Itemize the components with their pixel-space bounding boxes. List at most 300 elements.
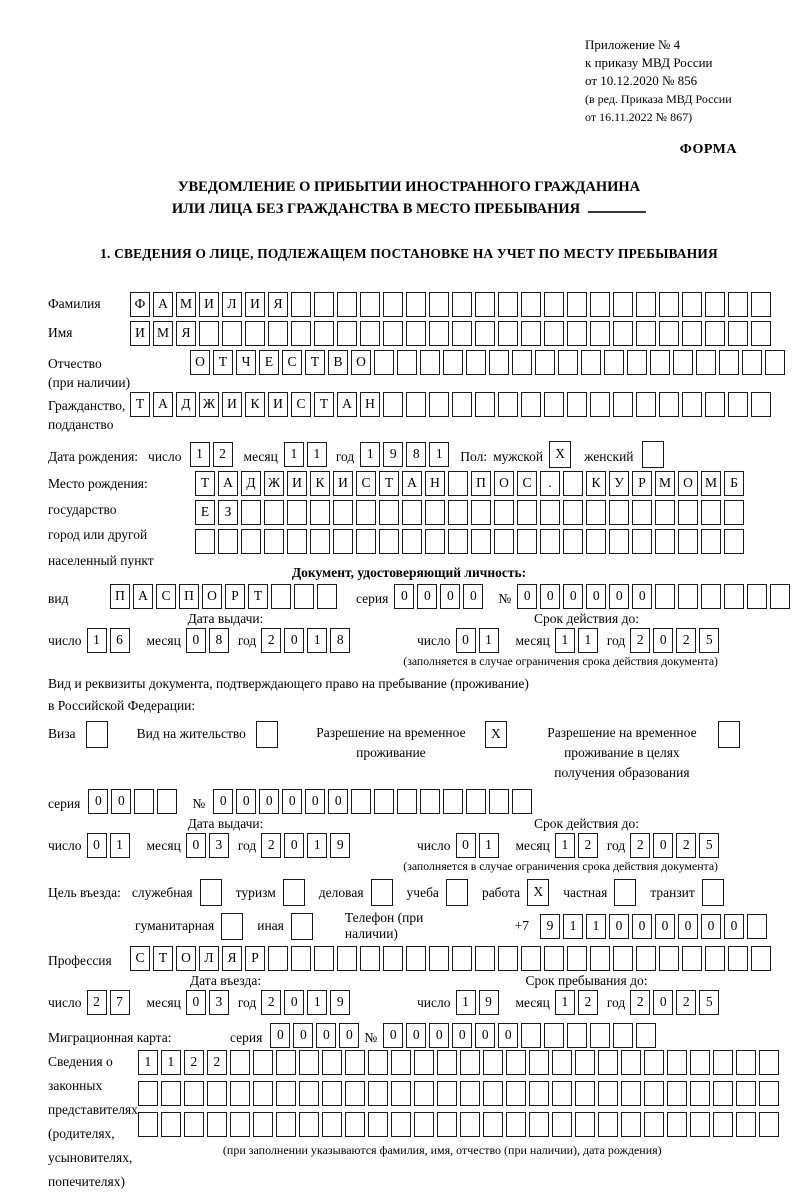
char-cell[interactable] — [747, 584, 767, 609]
char-cell[interactable]: 1 — [479, 833, 499, 858]
char-cell[interactable]: 5 — [699, 833, 719, 858]
char-cell[interactable]: X — [549, 441, 571, 468]
char-cell[interactable] — [200, 879, 222, 906]
char-cell[interactable] — [161, 1081, 181, 1106]
char-cell[interactable] — [397, 789, 417, 814]
char-cell[interactable] — [521, 946, 541, 971]
char-cell[interactable] — [621, 1112, 641, 1137]
char-cell[interactable] — [322, 1050, 342, 1075]
char-cell[interactable] — [655, 584, 675, 609]
char-cell[interactable] — [613, 946, 633, 971]
char-cell[interactable]: 0 — [632, 584, 652, 609]
char-cell[interactable]: 1 — [87, 628, 107, 653]
char-cell[interactable] — [466, 350, 486, 375]
char-cell[interactable] — [650, 350, 670, 375]
char-cell[interactable]: X — [485, 721, 507, 748]
char-cell[interactable] — [558, 350, 578, 375]
char-cell[interactable] — [751, 946, 771, 971]
char-cell[interactable]: 0 — [284, 628, 304, 653]
char-cell[interactable]: 2 — [578, 833, 598, 858]
char-cell[interactable]: 3 — [209, 833, 229, 858]
char-cell[interactable]: Р — [245, 946, 265, 971]
char-cell[interactable] — [452, 292, 472, 317]
char-cell[interactable] — [563, 500, 583, 525]
char-cell[interactable]: 1 — [563, 914, 583, 939]
char-cell[interactable] — [728, 321, 748, 346]
char-cell[interactable]: 9 — [479, 990, 499, 1015]
char-cell[interactable] — [425, 500, 445, 525]
char-cell[interactable]: О — [176, 946, 196, 971]
char-cell[interactable] — [696, 350, 716, 375]
char-cell[interactable]: М — [176, 292, 196, 317]
char-cell[interactable]: З — [218, 500, 238, 525]
char-cell[interactable] — [429, 292, 449, 317]
char-cell[interactable] — [736, 1081, 756, 1106]
char-cell[interactable] — [406, 292, 426, 317]
char-cell[interactable] — [471, 529, 491, 554]
char-cell[interactable] — [406, 946, 426, 971]
char-cell[interactable] — [291, 946, 311, 971]
char-cell[interactable]: 0 — [236, 789, 256, 814]
char-cell[interactable] — [446, 879, 468, 906]
char-cell[interactable] — [466, 789, 486, 814]
char-cell[interactable] — [489, 350, 509, 375]
char-cell[interactable]: 1 — [555, 628, 575, 653]
char-cell[interactable]: А — [402, 471, 422, 496]
char-cell[interactable]: 0 — [475, 1023, 495, 1048]
char-cell[interactable] — [590, 392, 610, 417]
char-cell[interactable]: П — [179, 584, 199, 609]
char-cell[interactable]: 1 — [578, 628, 598, 653]
char-cell[interactable] — [184, 1112, 204, 1137]
char-cell[interactable] — [521, 392, 541, 417]
char-cell[interactable]: 2 — [676, 628, 696, 653]
char-cell[interactable] — [632, 529, 652, 554]
char-cell[interactable]: 0 — [609, 584, 629, 609]
char-cell[interactable]: 0 — [87, 833, 107, 858]
char-cell[interactable] — [724, 500, 744, 525]
char-cell[interactable] — [713, 1081, 733, 1106]
char-cell[interactable]: 0 — [586, 584, 606, 609]
char-cell[interactable] — [337, 946, 357, 971]
char-cell[interactable]: Е — [195, 500, 215, 525]
char-cell[interactable]: И — [287, 471, 307, 496]
char-cell[interactable] — [598, 1050, 618, 1075]
char-cell[interactable]: К — [245, 392, 265, 417]
char-cell[interactable] — [322, 1081, 342, 1106]
char-cell[interactable] — [563, 529, 583, 554]
char-cell[interactable]: 1 — [555, 990, 575, 1015]
char-cell[interactable]: И — [199, 292, 219, 317]
char-cell[interactable] — [138, 1081, 158, 1106]
char-cell[interactable] — [253, 1050, 273, 1075]
char-cell[interactable] — [667, 1081, 687, 1106]
char-cell[interactable] — [161, 1112, 181, 1137]
char-cell[interactable] — [460, 1081, 480, 1106]
char-cell[interactable] — [682, 292, 702, 317]
char-cell[interactable]: Я — [268, 292, 288, 317]
char-cell[interactable]: 9 — [330, 833, 350, 858]
char-cell[interactable] — [590, 321, 610, 346]
char-cell[interactable]: 1 — [110, 833, 130, 858]
char-cell[interactable] — [157, 789, 177, 814]
char-cell[interactable] — [475, 392, 495, 417]
char-cell[interactable]: 2 — [630, 628, 650, 653]
char-cell[interactable]: X — [527, 879, 549, 906]
char-cell[interactable] — [609, 500, 629, 525]
char-cell[interactable] — [770, 584, 790, 609]
char-cell[interactable]: Н — [360, 392, 380, 417]
char-cell[interactable]: 1 — [138, 1050, 158, 1075]
char-cell[interactable]: 2 — [676, 990, 696, 1015]
char-cell[interactable]: 0 — [339, 1023, 359, 1048]
char-cell[interactable] — [747, 914, 767, 939]
char-cell[interactable]: 0 — [632, 914, 652, 939]
char-cell[interactable] — [544, 1023, 564, 1048]
char-cell[interactable] — [713, 1050, 733, 1075]
char-cell[interactable]: 0 — [655, 914, 675, 939]
char-cell[interactable] — [701, 500, 721, 525]
char-cell[interactable]: Б — [724, 471, 744, 496]
char-cell[interactable]: 2 — [630, 990, 650, 1015]
char-cell[interactable]: 2 — [261, 990, 281, 1015]
char-cell[interactable] — [483, 1112, 503, 1137]
char-cell[interactable] — [613, 1023, 633, 1048]
char-cell[interactable] — [604, 350, 624, 375]
char-cell[interactable]: С — [130, 946, 150, 971]
char-cell[interactable]: 1 — [429, 442, 449, 467]
char-cell[interactable] — [360, 292, 380, 317]
char-cell[interactable] — [360, 321, 380, 346]
char-cell[interactable] — [642, 441, 664, 468]
char-cell[interactable]: Т — [379, 471, 399, 496]
char-cell[interactable] — [598, 1081, 618, 1106]
char-cell[interactable] — [383, 321, 403, 346]
char-cell[interactable] — [437, 1112, 457, 1137]
char-cell[interactable]: О — [202, 584, 222, 609]
char-cell[interactable] — [291, 913, 313, 940]
char-cell[interactable]: Л — [199, 946, 219, 971]
char-cell[interactable] — [540, 500, 560, 525]
char-cell[interactable] — [713, 1112, 733, 1137]
char-cell[interactable]: 1 — [479, 628, 499, 653]
char-cell[interactable] — [253, 1081, 273, 1106]
char-cell[interactable] — [317, 584, 337, 609]
char-cell[interactable] — [429, 321, 449, 346]
char-cell[interactable]: Я — [222, 946, 242, 971]
char-cell[interactable]: 0 — [111, 789, 131, 814]
char-cell[interactable]: 0 — [406, 1023, 426, 1048]
char-cell[interactable]: Ж — [199, 392, 219, 417]
char-cell[interactable] — [406, 321, 426, 346]
char-cell[interactable]: 8 — [406, 442, 426, 467]
char-cell[interactable] — [590, 1023, 610, 1048]
char-cell[interactable] — [765, 350, 785, 375]
char-cell[interactable] — [475, 321, 495, 346]
char-cell[interactable] — [471, 500, 491, 525]
char-cell[interactable]: М — [153, 321, 173, 346]
char-cell[interactable] — [276, 1081, 296, 1106]
char-cell[interactable]: М — [701, 471, 721, 496]
char-cell[interactable] — [751, 321, 771, 346]
char-cell[interactable]: И — [130, 321, 150, 346]
char-cell[interactable] — [506, 1050, 526, 1075]
char-cell[interactable] — [621, 1050, 641, 1075]
char-cell[interactable] — [138, 1112, 158, 1137]
char-cell[interactable] — [483, 1081, 503, 1106]
char-cell[interactable]: Т — [213, 350, 233, 375]
char-cell[interactable] — [701, 584, 721, 609]
char-cell[interactable] — [690, 1112, 710, 1137]
char-cell[interactable] — [529, 1112, 549, 1137]
char-cell[interactable] — [702, 879, 724, 906]
char-cell[interactable] — [494, 529, 514, 554]
char-cell[interactable] — [414, 1112, 434, 1137]
char-cell[interactable]: 0 — [653, 628, 673, 653]
char-cell[interactable] — [494, 500, 514, 525]
char-cell[interactable]: Л — [222, 292, 242, 317]
char-cell[interactable] — [345, 1112, 365, 1137]
char-cell[interactable] — [586, 500, 606, 525]
char-cell[interactable] — [529, 1050, 549, 1075]
char-cell[interactable]: 2 — [578, 990, 598, 1015]
char-cell[interactable]: 1 — [555, 833, 575, 858]
char-cell[interactable] — [724, 529, 744, 554]
char-cell[interactable] — [659, 392, 679, 417]
char-cell[interactable]: 5 — [699, 628, 719, 653]
char-cell[interactable] — [475, 946, 495, 971]
char-cell[interactable]: Т — [195, 471, 215, 496]
char-cell[interactable]: 0 — [440, 584, 460, 609]
char-cell[interactable] — [356, 529, 376, 554]
char-cell[interactable] — [690, 1081, 710, 1106]
char-cell[interactable] — [690, 1050, 710, 1075]
char-cell[interactable] — [521, 321, 541, 346]
char-cell[interactable]: 0 — [259, 789, 279, 814]
char-cell[interactable]: Е — [259, 350, 279, 375]
char-cell[interactable]: К — [586, 471, 606, 496]
char-cell[interactable] — [414, 1050, 434, 1075]
char-cell[interactable] — [544, 321, 564, 346]
char-cell[interactable] — [575, 1112, 595, 1137]
char-cell[interactable]: А — [218, 471, 238, 496]
char-cell[interactable] — [379, 529, 399, 554]
char-cell[interactable] — [425, 529, 445, 554]
char-cell[interactable]: 2 — [261, 833, 281, 858]
char-cell[interactable] — [728, 392, 748, 417]
char-cell[interactable]: 0 — [284, 990, 304, 1015]
char-cell[interactable]: О — [190, 350, 210, 375]
char-cell[interactable]: И — [245, 292, 265, 317]
char-cell[interactable]: О — [678, 471, 698, 496]
char-cell[interactable] — [271, 584, 291, 609]
char-cell[interactable] — [613, 392, 633, 417]
char-cell[interactable]: 0 — [429, 1023, 449, 1048]
char-cell[interactable] — [705, 292, 725, 317]
char-cell[interactable] — [483, 1050, 503, 1075]
char-cell[interactable]: 0 — [678, 914, 698, 939]
char-cell[interactable]: 1 — [307, 990, 327, 1015]
char-cell[interactable] — [414, 1081, 434, 1106]
char-cell[interactable]: 0 — [270, 1023, 290, 1048]
char-cell[interactable] — [567, 946, 587, 971]
char-cell[interactable] — [406, 392, 426, 417]
char-cell[interactable] — [287, 529, 307, 554]
char-cell[interactable] — [705, 321, 725, 346]
char-cell[interactable] — [682, 321, 702, 346]
char-cell[interactable] — [498, 392, 518, 417]
char-cell[interactable] — [452, 392, 472, 417]
char-cell[interactable] — [397, 350, 417, 375]
char-cell[interactable] — [452, 946, 472, 971]
char-cell[interactable]: 2 — [207, 1050, 227, 1075]
char-cell[interactable]: 9 — [330, 990, 350, 1015]
char-cell[interactable] — [134, 789, 154, 814]
char-cell[interactable]: Ж — [264, 471, 284, 496]
char-cell[interactable]: 3 — [209, 990, 229, 1015]
char-cell[interactable] — [678, 584, 698, 609]
char-cell[interactable]: 0 — [293, 1023, 313, 1048]
char-cell[interactable]: 0 — [305, 789, 325, 814]
char-cell[interactable] — [636, 1023, 656, 1048]
char-cell[interactable] — [368, 1112, 388, 1137]
char-cell[interactable]: 0 — [540, 584, 560, 609]
char-cell[interactable] — [667, 1112, 687, 1137]
char-cell[interactable] — [333, 529, 353, 554]
char-cell[interactable] — [759, 1112, 779, 1137]
char-cell[interactable] — [512, 350, 532, 375]
char-cell[interactable]: С — [517, 471, 537, 496]
char-cell[interactable]: 0 — [186, 990, 206, 1015]
char-cell[interactable] — [452, 321, 472, 346]
char-cell[interactable] — [256, 721, 278, 748]
char-cell[interactable]: 0 — [452, 1023, 472, 1048]
char-cell[interactable] — [221, 913, 243, 940]
char-cell[interactable] — [521, 292, 541, 317]
char-cell[interactable]: А — [153, 292, 173, 317]
char-cell[interactable] — [498, 946, 518, 971]
char-cell[interactable] — [368, 1081, 388, 1106]
char-cell[interactable] — [506, 1112, 526, 1137]
char-cell[interactable] — [199, 321, 219, 346]
char-cell[interactable] — [299, 1050, 319, 1075]
char-cell[interactable] — [294, 584, 314, 609]
char-cell[interactable]: Я — [176, 321, 196, 346]
char-cell[interactable]: 0 — [383, 1023, 403, 1048]
char-cell[interactable]: 0 — [88, 789, 108, 814]
char-cell[interactable] — [360, 946, 380, 971]
char-cell[interactable] — [222, 321, 242, 346]
char-cell[interactable]: Ф — [130, 292, 150, 317]
char-cell[interactable] — [391, 1050, 411, 1075]
char-cell[interactable]: 0 — [284, 833, 304, 858]
char-cell[interactable]: И — [268, 392, 288, 417]
char-cell[interactable] — [667, 1050, 687, 1075]
char-cell[interactable] — [613, 292, 633, 317]
char-cell[interactable] — [540, 529, 560, 554]
char-cell[interactable]: 2 — [676, 833, 696, 858]
char-cell[interactable]: 0 — [517, 584, 537, 609]
char-cell[interactable] — [218, 529, 238, 554]
char-cell[interactable] — [659, 292, 679, 317]
char-cell[interactable] — [245, 321, 265, 346]
char-cell[interactable] — [337, 321, 357, 346]
char-cell[interactable] — [371, 879, 393, 906]
char-cell[interactable] — [475, 292, 495, 317]
char-cell[interactable]: 8 — [330, 628, 350, 653]
char-cell[interactable] — [567, 292, 587, 317]
char-cell[interactable] — [420, 350, 440, 375]
char-cell[interactable] — [310, 529, 330, 554]
char-cell[interactable] — [535, 350, 555, 375]
char-cell[interactable]: Р — [632, 471, 652, 496]
char-cell[interactable]: 0 — [456, 628, 476, 653]
char-cell[interactable]: Т — [130, 392, 150, 417]
char-cell[interactable] — [736, 1050, 756, 1075]
char-cell[interactable] — [314, 292, 334, 317]
char-cell[interactable] — [655, 500, 675, 525]
char-cell[interactable] — [644, 1081, 664, 1106]
char-cell[interactable] — [644, 1112, 664, 1137]
char-cell[interactable] — [429, 946, 449, 971]
char-cell[interactable]: 2 — [87, 990, 107, 1015]
char-cell[interactable]: 0 — [653, 990, 673, 1015]
char-cell[interactable] — [489, 789, 509, 814]
char-cell[interactable] — [678, 529, 698, 554]
char-cell[interactable] — [391, 1081, 411, 1106]
char-cell[interactable] — [391, 1112, 411, 1137]
char-cell[interactable]: 0 — [498, 1023, 518, 1048]
char-cell[interactable]: 0 — [394, 584, 414, 609]
char-cell[interactable] — [437, 1050, 457, 1075]
char-cell[interactable]: 9 — [540, 914, 560, 939]
char-cell[interactable] — [448, 500, 468, 525]
char-cell[interactable] — [636, 292, 656, 317]
char-cell[interactable] — [383, 292, 403, 317]
char-cell[interactable] — [443, 789, 463, 814]
char-cell[interactable]: А — [153, 392, 173, 417]
char-cell[interactable] — [86, 721, 108, 748]
char-cell[interactable] — [718, 721, 740, 748]
char-cell[interactable]: 2 — [184, 1050, 204, 1075]
char-cell[interactable]: У — [609, 471, 629, 496]
char-cell[interactable] — [379, 500, 399, 525]
char-cell[interactable] — [207, 1081, 227, 1106]
char-cell[interactable] — [636, 392, 656, 417]
char-cell[interactable] — [521, 1023, 541, 1048]
char-cell[interactable] — [544, 292, 564, 317]
char-cell[interactable] — [322, 1112, 342, 1137]
char-cell[interactable] — [283, 879, 305, 906]
char-cell[interactable]: Д — [241, 471, 261, 496]
char-cell[interactable] — [314, 946, 334, 971]
char-cell[interactable]: 0 — [463, 584, 483, 609]
char-cell[interactable] — [636, 946, 656, 971]
char-cell[interactable]: 0 — [653, 833, 673, 858]
char-cell[interactable] — [420, 789, 440, 814]
char-cell[interactable] — [563, 471, 583, 496]
char-cell[interactable]: 5 — [699, 990, 719, 1015]
char-cell[interactable] — [345, 1081, 365, 1106]
char-cell[interactable] — [314, 321, 334, 346]
char-cell[interactable] — [552, 1112, 572, 1137]
char-cell[interactable]: 0 — [724, 914, 744, 939]
char-cell[interactable] — [374, 350, 394, 375]
char-cell[interactable] — [751, 292, 771, 317]
char-cell[interactable] — [498, 321, 518, 346]
char-cell[interactable]: С — [356, 471, 376, 496]
char-cell[interactable]: Т — [248, 584, 268, 609]
